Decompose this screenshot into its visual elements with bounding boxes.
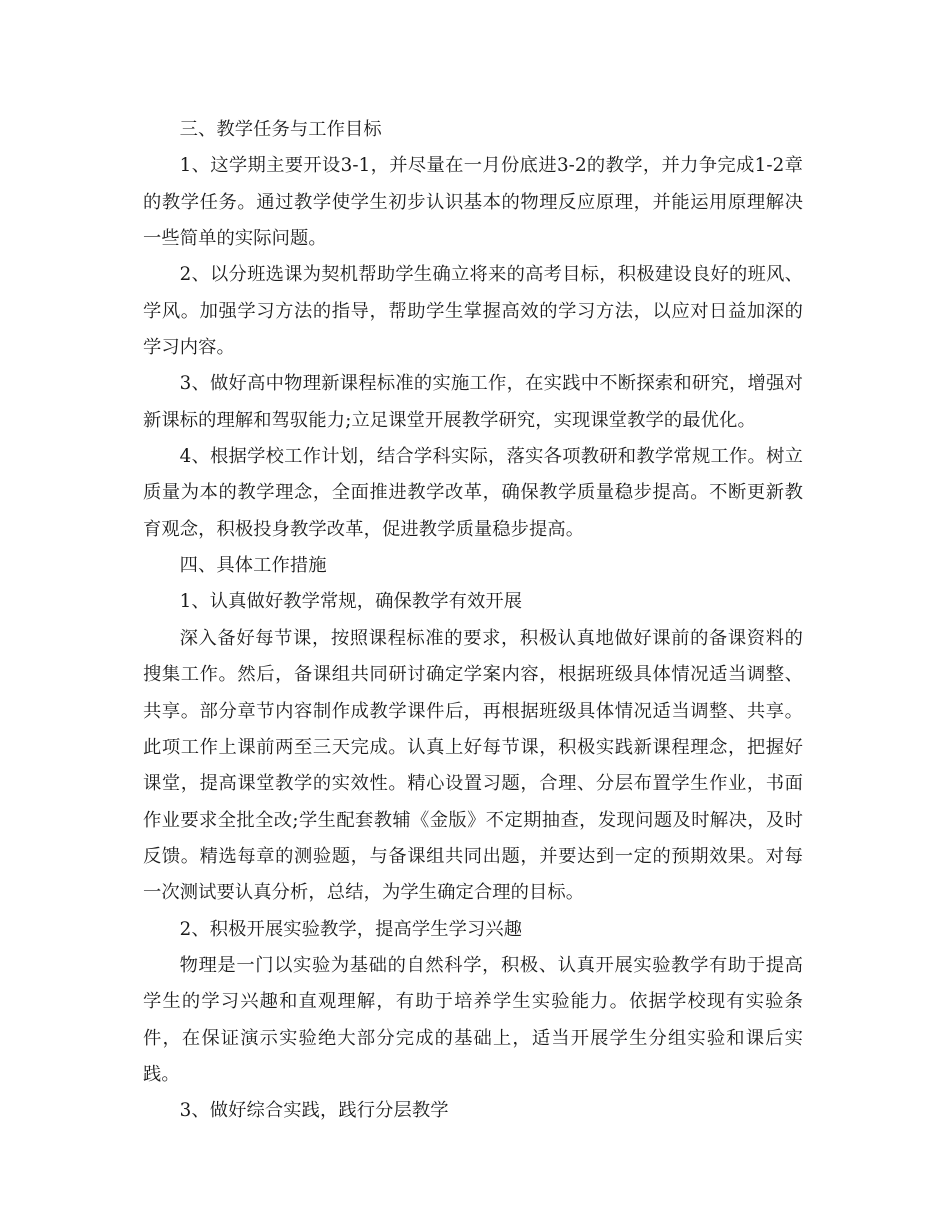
- section-heading-3: 三、教学任务与工作目标: [179, 119, 382, 140]
- paragraph-goal-4: 4、根据学校工作计划，结合学科实际，落实各项教研和教学常规工作。树立质量为本的教学理念，全面推进教学改革，确保教学质量稳步提高。不断更新教育观念，积极投身教学改革，促进教学质量稳步提高。: [143, 446, 803, 540]
- paragraph-measure-2: 物理是一门以实验为基础的自然科学，积极、认真开展实验教学有助于提高学生的学习兴趣和直观理解，有助于培养学生实验能力。依据学校现有实验条件，在保证演示实验绝大部分完成的基础上，适当开展学生分组实验和课后实践。: [143, 954, 803, 1085]
- subheading-measure-1: 1、认真做好教学常规，确保教学有效开展: [179, 591, 523, 613]
- paragraph-goal-1: 1、这学期主要开设3-1，并尽量在一月份底进3-2的教学，并力争完成1-2章的教学任务。通过教学使学生初步认识基本的物理反应原理，并能运用原理解决一些简单的实际问题。: [143, 155, 803, 250]
- paragraph-goal-3: 3、做好高中物理新课程标准的实施工作，在实践中不断探索和研究，增强对新课标的理解和驾驭能力;立足课堂开展教学研究，实现课堂教学的最优化。: [143, 373, 803, 431]
- paragraph-measure-1: 深入备好每节课，按照课程标准的要求，积极认真地做好课前的备课资料的搜集工作。然后，备课组共同研讨确定学案内容，根据班级具体情况适当调整、共享。部分章节内容制作成教学课件后，再根据班级具体情况适当调整、共享。此项工作上课前两至三天完成。认真上好每节课，积极实践新课程理念，把握好课堂，提高课堂教学的实效性。精心设置习题，合理、分层布置学生作业，书面作业要求全批全改;学生配套教辅《金版》不定期抽查，发现问题及时解决，及时反馈。精选每章的测验题，与备课组共同出题，并要达到一定的预期效果。对每一次测试要认真分析，总结，为学生确定合理的目标。: [143, 627, 803, 904]
- subheading-measure-2: 2、积极开展实验教学，提高学生学习兴趣: [179, 918, 523, 940]
- subheading-measure-3: 3、做好综合实践，践行分层教学: [179, 1100, 449, 1122]
- section-heading-4: 四、具体工作措施: [179, 555, 327, 577]
- document-body: [143, 112, 803, 1130]
- paragraph-goal-2: 2、以分班选课为契机帮助学生确立将来的高考目标，积极建设良好的班风、学风。加强学习方法的指导，帮助学生掌握高效的学习方法，以应对日益加深的学习内容。: [143, 264, 803, 359]
